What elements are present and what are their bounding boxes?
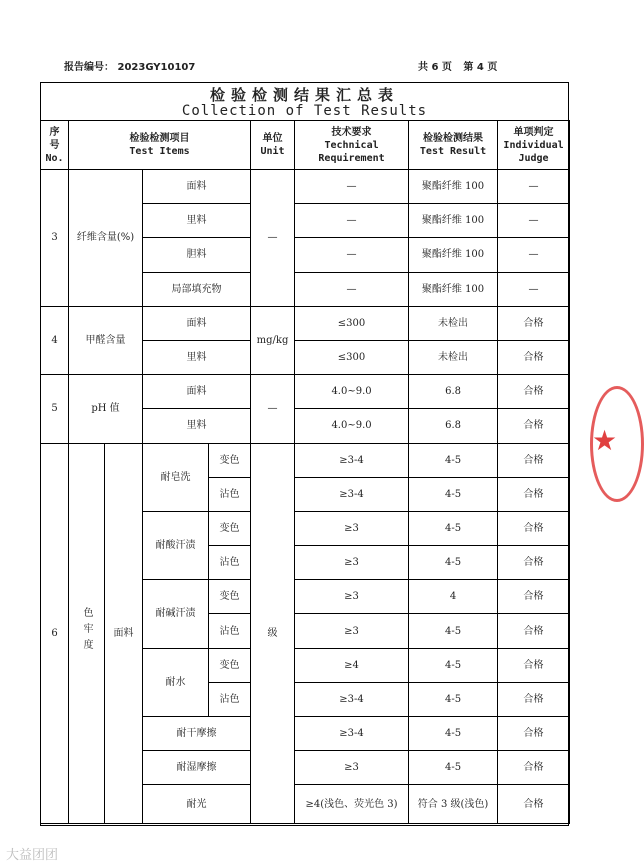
test-result: 4-5 bbox=[409, 477, 498, 511]
judgement: 合格 bbox=[498, 785, 570, 824]
test-item: pH 值 bbox=[69, 375, 143, 443]
header-seq-cn-1: 序 bbox=[49, 126, 60, 138]
header-result-cn: 检验检测结果 bbox=[423, 133, 484, 144]
requirement: — bbox=[295, 204, 409, 238]
sample-part: 面料 bbox=[143, 375, 251, 409]
sample-part: 里料 bbox=[143, 204, 251, 238]
header-judge-en-1: Individual bbox=[503, 139, 564, 151]
requirement: ≥4 bbox=[295, 648, 409, 682]
results-table bbox=[40, 120, 570, 824]
header-unit-cn: 单位 bbox=[262, 133, 283, 144]
requirement: ≥3 bbox=[295, 546, 409, 580]
requirement: ≥3 bbox=[295, 751, 409, 785]
header-items-en: Test Items bbox=[129, 146, 190, 157]
header-unit-en: Unit bbox=[260, 146, 285, 157]
test-result: 4-5 bbox=[409, 614, 498, 648]
judgement: 合格 bbox=[498, 682, 570, 716]
table-header-row bbox=[41, 121, 570, 170]
header-judge-cn: 单项判定 bbox=[513, 126, 554, 138]
test-result: 4-5 bbox=[409, 751, 498, 785]
sample-part: 里料 bbox=[143, 340, 251, 374]
header-result bbox=[409, 121, 498, 170]
judgement: 合格 bbox=[498, 375, 570, 409]
header-requirement-en-2: Requirement bbox=[318, 152, 385, 164]
report-number-value: 2023GY10107 bbox=[117, 62, 196, 73]
table-row bbox=[41, 443, 570, 477]
judgement: 合格 bbox=[498, 614, 570, 648]
header-result-en: Test Result bbox=[419, 146, 487, 157]
star-icon: ★ bbox=[592, 424, 618, 457]
test-result: 4-5 bbox=[409, 717, 498, 751]
test-result: 4-5 bbox=[409, 546, 498, 580]
test-result: 4 bbox=[409, 580, 498, 614]
header-seq-cn-2: 号 bbox=[49, 139, 60, 151]
sample-part: 面料 bbox=[105, 443, 143, 824]
unit: — bbox=[251, 170, 295, 307]
test-result: 6.8 bbox=[409, 375, 498, 409]
aspect: 沾色 bbox=[209, 682, 251, 716]
test-result: 符合 3 级(浅色) bbox=[409, 785, 498, 824]
judgement: 合格 bbox=[498, 443, 570, 477]
judgement: — bbox=[498, 238, 570, 272]
sample-part: 面料 bbox=[143, 170, 251, 204]
sub-test: 耐水 bbox=[143, 648, 209, 716]
judgement: 合格 bbox=[498, 409, 570, 443]
sub-test: 耐酸汗渍 bbox=[143, 511, 209, 579]
page-info bbox=[418, 58, 505, 73]
sample-part: 面料 bbox=[143, 306, 251, 340]
test-result: 4-5 bbox=[409, 682, 498, 716]
judgement: 合格 bbox=[498, 751, 570, 785]
requirement: 4.0~9.0 bbox=[295, 375, 409, 409]
requirement: — bbox=[295, 170, 409, 204]
sample-part: 胆料 bbox=[143, 238, 251, 272]
requirement: ≥4(浅色、荧光色 3) bbox=[295, 785, 409, 824]
header-seq-en: No. bbox=[45, 152, 64, 164]
test-result: 聚酯纤维 100 bbox=[409, 170, 498, 204]
sub-test: 耐干摩擦 bbox=[143, 717, 251, 751]
title-chinese: 检验检测结果汇总表 bbox=[209, 86, 399, 104]
judgement: 合格 bbox=[498, 580, 570, 614]
watermark: 大益团团 bbox=[6, 848, 59, 863]
test-result: 6.8 bbox=[409, 409, 498, 443]
title-english: Collection of Test Results bbox=[181, 103, 428, 119]
test-result: 聚酯纤维 100 bbox=[409, 204, 498, 238]
requirement: ≤300 bbox=[295, 306, 409, 340]
aspect: 沾色 bbox=[209, 614, 251, 648]
report-number bbox=[64, 58, 195, 73]
test-item: 甲醛含量 bbox=[69, 306, 143, 374]
test-result: 未检出 bbox=[409, 306, 498, 340]
row-number: 6 bbox=[41, 443, 69, 824]
table-row bbox=[41, 306, 570, 340]
requirement: ≥3 bbox=[295, 580, 409, 614]
report-number-label: 报告编号： bbox=[64, 62, 114, 73]
judgement: 合格 bbox=[498, 477, 570, 511]
table-row bbox=[41, 170, 570, 204]
requirement: — bbox=[295, 272, 409, 306]
header-items-cn: 检验检测项目 bbox=[129, 133, 190, 144]
row-number: 4 bbox=[41, 306, 69, 374]
test-item-label: 色牢度 bbox=[81, 607, 92, 656]
aspect: 变色 bbox=[209, 443, 251, 477]
sample-part: 局部填充物 bbox=[143, 272, 251, 306]
judgement: — bbox=[498, 204, 570, 238]
requirement: ≥3-4 bbox=[295, 682, 409, 716]
test-result: 未检出 bbox=[409, 340, 498, 374]
test-result: 4-5 bbox=[409, 511, 498, 545]
sub-test: 耐碱汗渍 bbox=[143, 580, 209, 648]
aspect: 沾色 bbox=[209, 477, 251, 511]
judgement: — bbox=[498, 170, 570, 204]
requirement: 4.0~9.0 bbox=[295, 409, 409, 443]
test-result: 4-5 bbox=[409, 648, 498, 682]
header-unit bbox=[251, 121, 295, 170]
aspect: 变色 bbox=[209, 648, 251, 682]
header-requirement-en-1: Technical bbox=[324, 139, 379, 151]
requirement: ≤300 bbox=[295, 340, 409, 374]
sub-test: 耐湿摩擦 bbox=[143, 751, 251, 785]
test-result: 聚酯纤维 100 bbox=[409, 272, 498, 306]
test-item bbox=[69, 443, 105, 824]
aspect: 变色 bbox=[209, 511, 251, 545]
header-seq bbox=[41, 121, 69, 170]
test-item: 纤维含量(%) bbox=[69, 170, 143, 307]
page-number: 第 4 页 bbox=[463, 62, 498, 73]
header-judge-en-2: Judge bbox=[518, 152, 549, 164]
unit: 级 bbox=[251, 443, 295, 824]
test-result: 聚酯纤维 100 bbox=[409, 238, 498, 272]
row-number: 3 bbox=[41, 170, 69, 307]
test-result: 4-5 bbox=[409, 443, 498, 477]
unit: mg/kg bbox=[251, 306, 295, 374]
judgement: 合格 bbox=[498, 648, 570, 682]
aspect: 变色 bbox=[209, 580, 251, 614]
judgement: 合格 bbox=[498, 340, 570, 374]
requirement: ≥3-4 bbox=[295, 717, 409, 751]
requirement: ≥3-4 bbox=[295, 443, 409, 477]
aspect: 沾色 bbox=[209, 546, 251, 580]
sub-test: 耐光 bbox=[143, 785, 251, 824]
total-pages: 共 6 页 bbox=[418, 62, 452, 73]
sample-part: 里料 bbox=[143, 409, 251, 443]
header-requirement-cn: 技术要求 bbox=[331, 126, 372, 138]
judgement: 合格 bbox=[498, 306, 570, 340]
header-requirement bbox=[295, 121, 409, 170]
judgement: 合格 bbox=[498, 546, 570, 580]
row-number: 5 bbox=[41, 375, 69, 443]
table-row bbox=[41, 375, 570, 409]
header-judge bbox=[498, 121, 570, 170]
unit: — bbox=[251, 375, 295, 443]
judgement: 合格 bbox=[498, 717, 570, 751]
header-items bbox=[69, 121, 251, 170]
requirement: — bbox=[295, 238, 409, 272]
sub-test: 耐皂洗 bbox=[143, 443, 209, 511]
requirement: ≥3 bbox=[295, 614, 409, 648]
requirement: ≥3 bbox=[295, 511, 409, 545]
requirement: ≥3-4 bbox=[295, 477, 409, 511]
judgement: — bbox=[498, 272, 570, 306]
judgement: 合格 bbox=[498, 511, 570, 545]
